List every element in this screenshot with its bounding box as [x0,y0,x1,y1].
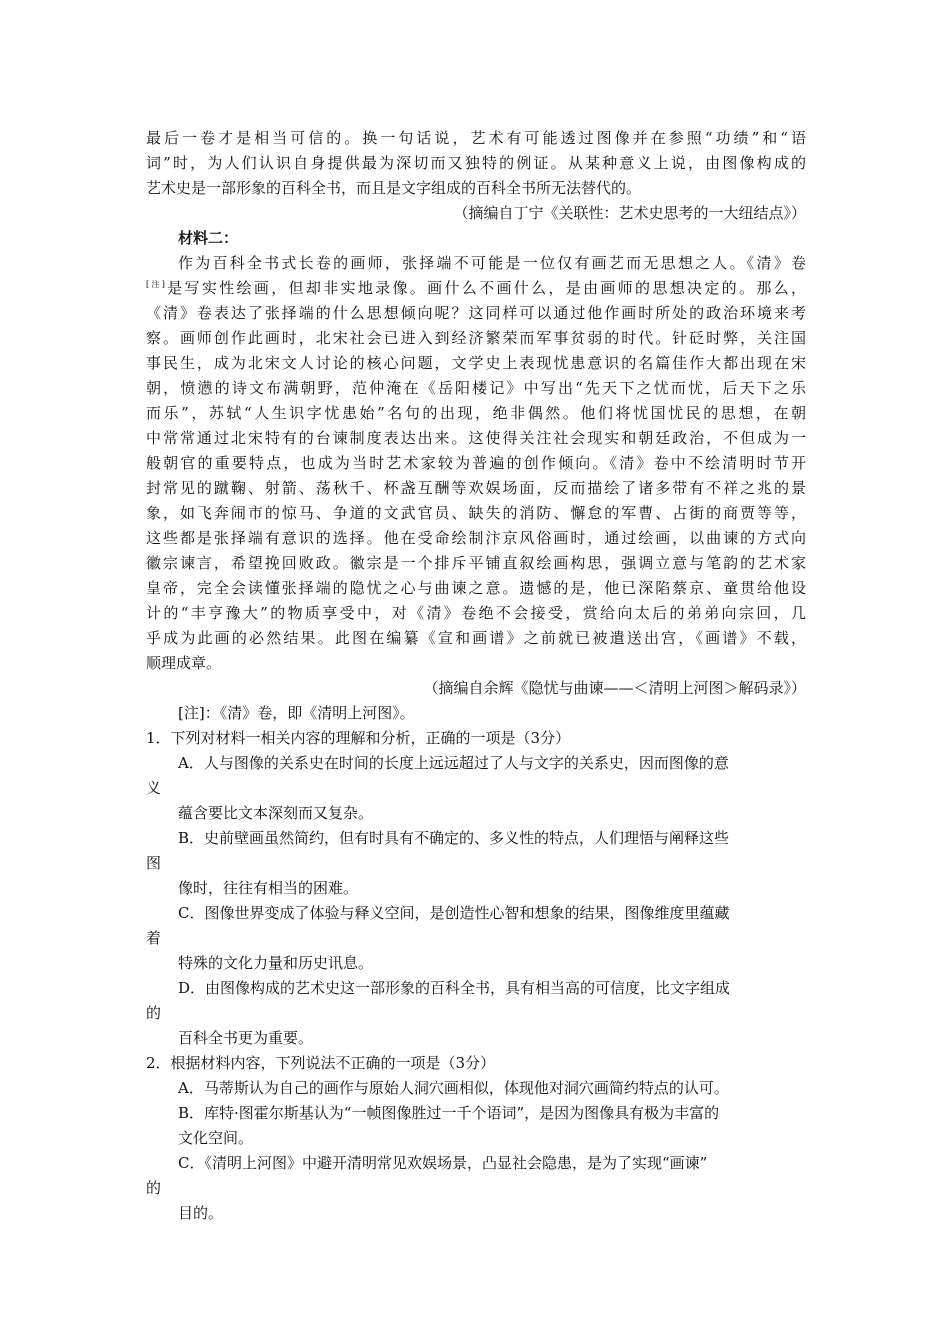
material1-source: （摘编自丁宁《关联性：艺术史思考的一大纽结点》） [453,204,806,222]
material2-line: 计的“丰亨豫大”的物质享受中，对《清》卷绝不会接受，赏给向太后的弟弟向宗回，几 [146,604,806,622]
material2-line: 事民生，成为北宋文人讨论的核心问题，文学史上表现忧患意识的名篇佳作大都出现在宋 [146,354,806,372]
q2-option-b: B．库特·图霍尔斯基认为“一帧图像胜过一千个语词”，是因为图像具有极为丰富的 [178,1104,720,1122]
material2-line: 中常常通过北宋特有的台谏制度表达出来。这使得关注社会现实和朝廷政治，不但成为一 [146,429,806,447]
q1-option-b-wrap: 图 [146,854,162,872]
q1-option-d-wrap: 的 [146,1004,162,1022]
q1-option-c: C．图像世界变成了体验与释义空间，是创造性心智和想象的结果，图像维度里蕴藏 [178,904,730,922]
material2-line: 《清》卷表达了张择端的什么思想倾向呢？这同样可以通过他作画时所处的政治环境来考 [146,304,806,322]
q1-option-b: B．史前壁画虽然简约，但有时具有不确定的、多义性的特点，人们理悟与阐释这些 [178,829,730,847]
material2-line: 乎成为此画的必然结果。此图在编纂《宣和画谱》之前就已被遣送出宫，《画谱》不载， [146,629,806,647]
material2-line: 察。画师创作此画时，北宋社会已进入到经济繁荣而军事贫弱的时代。针砭时弊，关注国 [146,329,806,347]
question-1-stem: 1．下列对材料一相关内容的理解和分析，正确的一项是（3分） [146,729,571,747]
q1-option-d: D．由图像构成的艺术史这一部形象的百科全书，具有相当高的可信度，比文字组成 [178,979,731,997]
material2-line: 皇帝，完全会读懂张择端的隐忧之心与曲谏之意。遗憾的是，他已深陷蔡京、童贯给他设 [146,579,806,597]
material2-line: 这些都是张择端有意识的选择。他在受命绘制汴京风俗画时，通过绘画，以曲谏的方式向 [146,529,806,547]
question-2-stem: 2．根据材料内容，下列说法不正确的一项是（3分） [146,1054,496,1072]
material1-line-1: 最后一卷才是相当可信的。换一句话说，艺术有可能透过图像并在参照“功绩”和“语 [146,129,806,147]
footnote: [注]：《清》卷，即《清明上河图》。 [178,704,415,722]
q1-option-a: A．人与图像的关系史在时间的长度上远远超过了人与文字的关系史，因而图像的意 [178,754,729,772]
material2-line: 封常见的蹴鞠、射箭、荡秋千、杯盏互酬等欢娱场面，反而描绘了诸多带有不祥之兆的景 [146,479,806,497]
q1-option-a-wrap: 义 [146,779,162,797]
q2-option-c-wrap: 的 [146,1179,162,1197]
material2-line-2 [146,276,806,300]
q1-option-a-cont: 蕴含要比文本深刻而又复杂。 [178,804,374,822]
q2-option-c-cont: 目的。 [178,1204,224,1222]
material2-source: （摘编自余辉《隐忧与曲谏——＜清明上河图＞解码录》） [423,679,806,697]
material1-line-3: 艺术史是一部形象的百科全书，而且是文字组成的百科全书所无法替代的。 [146,179,642,197]
material2-line: 徽宗谏言，希望挽回败政。徽宗是一个排斥平铺直叙绘画构思，强调立意与笔韵的艺术家 [146,554,806,572]
material2-line-last: 顺理成章。 [146,654,222,672]
material2-line: 朝，愤懑的诗文布满朝野，范仲淹在《岳阳楼记》中写出“先天下之忧而忧，后天下之乐 [146,379,806,397]
material2-heading: 材料二： [178,229,239,247]
material2-line-1: 作为百科全书式长卷的画师，张择端不可能是一位仅有画艺而无思想之人。《清》卷 [178,254,806,272]
q2-option-c: C．《清明上河图》中避开清明常见欢娱场景，凸显社会隐患，是为了实现“画谏” [178,1154,708,1172]
material2-line: 象，如飞奔闹市的惊马、争道的文武官员、缺失的消防、懈怠的军曹、占街的商贾等等， [146,504,806,522]
material2-line-2-text: 是写实性绘画，但却非实地录像。画什么不画什么，是由画师的思想决定的。那么， [164,279,806,297]
material1-line-2: 词”时，为人们认识自身提供最为深切而又独特的例证。从某种意义上说，由图像构成的 [146,154,806,172]
q2-option-b-cont: 文化空间。 [178,1129,254,1147]
q1-option-c-cont: 特殊的文化力量和历史讯息。 [178,954,374,972]
footnote-marker: [注] [146,280,165,289]
material2-line: 而乐”，苏轼“人生识字忧患始”名句的出现，绝非偶然。他们将忧国忧民的思想，在朝 [146,404,806,422]
q1-option-b-cont: 像时，往往有相当的困难。 [178,879,359,897]
q1-option-c-wrap: 着 [146,929,162,947]
material2-line: 般朝官的重要特点，也成为当时艺术家较为普遍的创作倾向。《清》卷中不绘清明时节开 [146,454,806,472]
q2-option-a: A．马蒂斯认为自己的画作与原始人洞穴画相似，体现他对洞穴画简约特点的认可。 [178,1079,729,1097]
q1-option-d-cont: 百科全书更为重要。 [178,1029,314,1047]
